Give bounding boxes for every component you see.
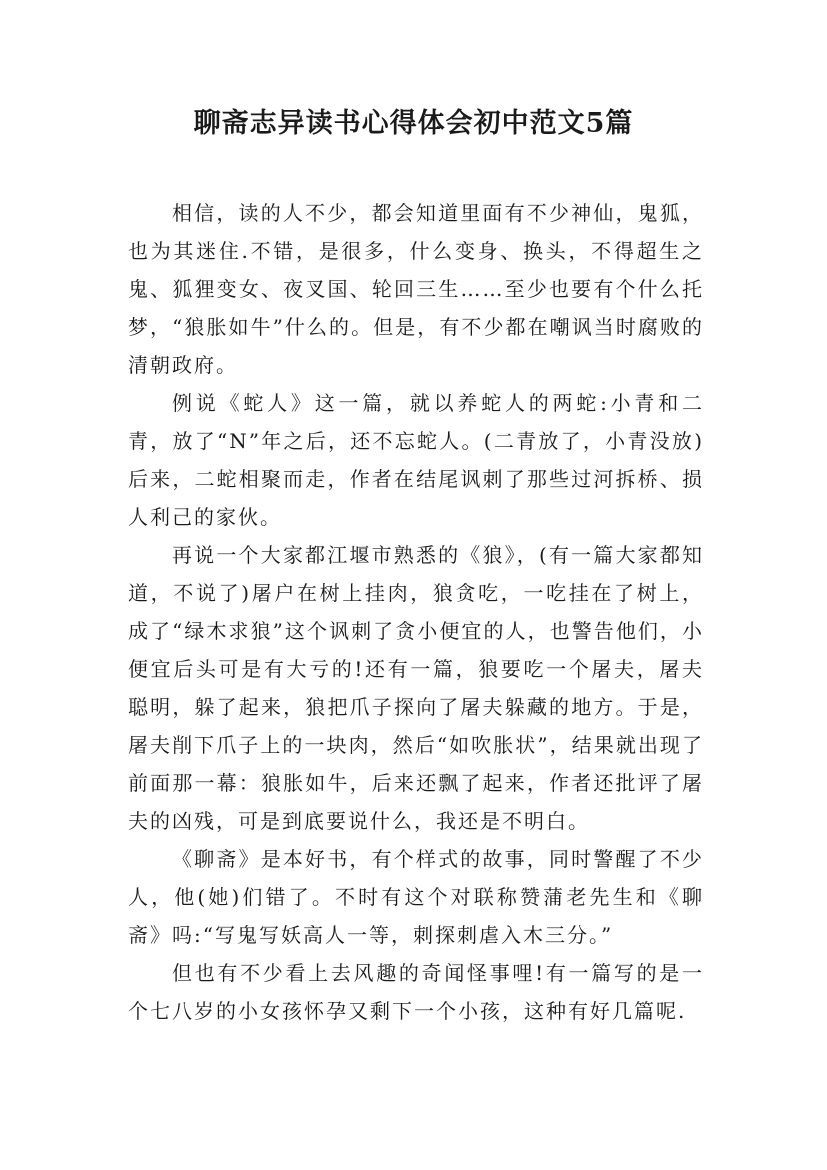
paragraph: 但也有不少看上去风趣的奇闻怪事哩!有一篇写的是一个七八岁的小女孩怀孕又剩下一个小孩，这种有好几篇呢.	[128, 961, 704, 1023]
paragraph: 《聊斋》是本好书，有个样式的故事，同时警醒了不少人，他(她)们错了。不时有这个对联称赞蒲老先生和《聊斋》吗:“写鬼写妖高人一等，刺探刺虐入木三分。”	[128, 847, 704, 947]
document-title: 聊斋志异读书心得体会初中范文5篇	[193, 108, 634, 139]
paragraph: 例说《蛇人》这一篇，就以养蛇人的两蛇:小青和二青，放了“N”年之后，还不忘蛇人。(二青放了，小青没放)后来，二蛇相聚而走，作者在结尾讽刺了那些过河拆桥、损人利己的家伙。	[128, 391, 704, 529]
document-body	[128, 194, 704, 1030]
paragraph: 相信，读的人不少，都会知道里面有不少神仙，鬼狐，也为其迷住.不错，是很多，什么变身、换头，不得超生之鬼、狐狸变女、夜叉国、轮回三生……至少也要有个什么托梦，“狼胀如牛”什么的。但是，有不少都在嘲讽当时腐败的清朝政府。	[128, 201, 704, 377]
paragraph: 再说一个大家都江堰市熟悉的《狼》，(有一篇大家都知道，不说了)屠户在树上挂肉，狼贪吃，一吃挂在了树上，成了“绿木求狼”这个讽刺了贪小便宜的人，也警告他们，小便宜后头可是有大亏的!还有一篇，狼要吃一个屠夫，屠夫聪明，躲了起来，狼把爪子探向了屠夫躲藏的地方。于是，屠夫削下爪子上的一块肉，然后“如吹胀状”，结果就出现了前面那一幕：狼胀如牛，后来还飘了起来，作者还批评了屠夫的凶残，可是到底要说什么，我还是不明白。	[128, 543, 704, 833]
